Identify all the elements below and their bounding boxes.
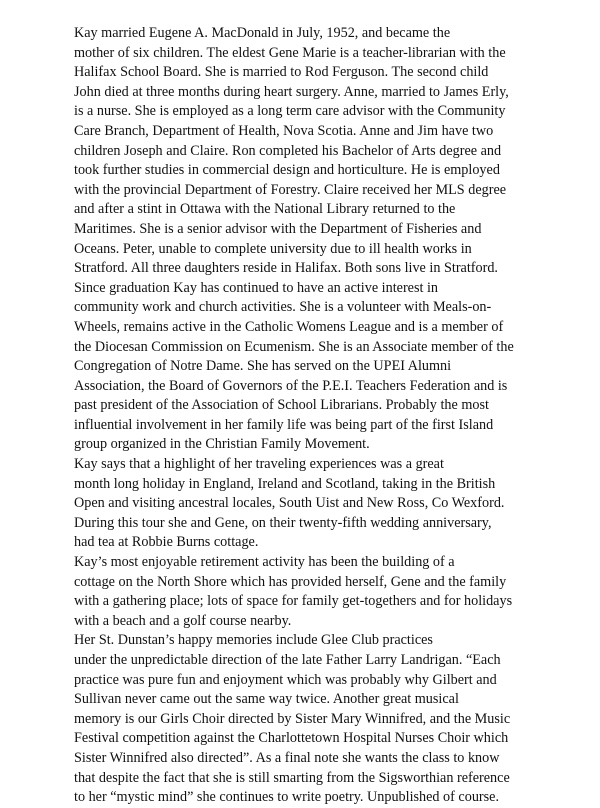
paragraph <box>28 631 528 807</box>
text-line: influential involvement in her family life was being part of the first Island <box>74 416 494 433</box>
text-line: had tea at Robbie Burns cottage. <box>74 534 259 551</box>
text-line: the Diocesan Commission on Ecumenism. She is an Associate member of the <box>74 338 514 355</box>
text-line: took further studies in commercial design and horticulture. He is employed <box>74 162 500 179</box>
text-line: Wheels, remains active in the Catholic Womens League and is a member of <box>74 318 504 335</box>
text-line: Festival competition against the Charlottetown Hospital Nurses Choir which <box>74 730 509 747</box>
paragraph <box>28 279 528 455</box>
text-line: practice was pure fun and enjoyment which was probably why Gilbert and <box>74 671 497 688</box>
text-line: with the provincial Department of Forestry. Claire received her MLS degree <box>74 181 507 198</box>
text-line: Stratford. All three daughters reside in Halifax. Both sons live in Stratford. <box>74 260 498 277</box>
text-line: mother of six children. The eldest Gene Marie is a teacher-librarian with the <box>74 44 506 61</box>
text-line: John died at three months during heart surgery. Anne, married to James Erly, <box>74 83 509 100</box>
document-body <box>28 24 528 808</box>
text-line: Since graduation Kay has continued to have an active interest in <box>74 279 439 296</box>
text-line: with a beach and a golf course nearby. <box>74 612 292 629</box>
text-line: Open and visiting ancestral locales, South Uist and New Ross, Co Wexford. <box>74 495 505 512</box>
text-line: to her “mystic mind” she continues to write poetry. Unpublished of course. <box>74 789 500 806</box>
text-line: Kay married Eugene A. MacDonald in July, 1952, and became the <box>74 25 451 41</box>
text-line: memory is our Girls Choir directed by Sister Mary Winnifred, and the Music <box>74 710 511 727</box>
text-line: Congregation of Notre Dame. She has served on the UPEI Alumni <box>74 358 452 375</box>
text-line: Maritimes. She is a senior advisor with the Department of Fisheries and <box>74 220 482 237</box>
text-line: is a nurse. She is employed as a long term care advisor with the Community <box>74 103 506 120</box>
text-line: Association, the Board of Governors of the P.E.I. Teachers Federation and is <box>74 377 508 394</box>
text-line: During this tour she and Gene, on their twenty-fifth wedding anniversary, <box>74 514 492 531</box>
paragraph <box>28 553 528 631</box>
text-line: that despite the fact that she is still smarting from the Sigsworthian reference <box>74 769 510 786</box>
text-line: Halifax School Board. She is married to Rod Ferguson. The second child <box>74 64 489 81</box>
paragraph <box>28 24 528 279</box>
text-line: community work and church activities. She is a volunteer with Meals-on- <box>74 299 492 316</box>
text-line: past president of the Association of School Librarians. Probably the most <box>74 397 489 414</box>
text-line: group organized in the Christian Family Movement. <box>74 436 370 453</box>
text-line: Her St. Dunstan’s happy memories include Glee Club practices <box>74 632 433 649</box>
text-line: cottage on the North Shore which has provided herself, Gene and the family <box>74 573 507 590</box>
text-line: month long holiday in England, Ireland and Scotland, taking in the British <box>74 475 496 492</box>
text-line: Oceans. Peter, unable to complete university due to ill health works in <box>74 240 472 257</box>
text-line: under the unpredictable direction of the late Father Larry Landrigan. “Each <box>74 652 501 668</box>
paragraph <box>28 455 528 553</box>
text-line: Sullivan never came out the same way twice. Another great musical <box>74 691 459 708</box>
text-line: children Joseph and Claire. Ron completed his Bachelor of Arts degree and <box>74 142 502 159</box>
text-line: Kay’s most enjoyable retirement activity has been the building of a <box>74 554 455 571</box>
text-line: Sister Winnifred also directed”. As a final note she wants the class to know <box>74 749 500 766</box>
text-line: Kay says that a highlight of her traveling experiences was a great <box>74 456 444 473</box>
text-line: and after a stint in Ottawa with the National Library returned to the <box>74 201 456 218</box>
text-line: Care Branch, Department of Health, Nova Scotia. Anne and Jim have two <box>74 122 494 139</box>
text-line: with a gathering place; lots of space for family get-togethers and for holidays <box>74 593 513 610</box>
